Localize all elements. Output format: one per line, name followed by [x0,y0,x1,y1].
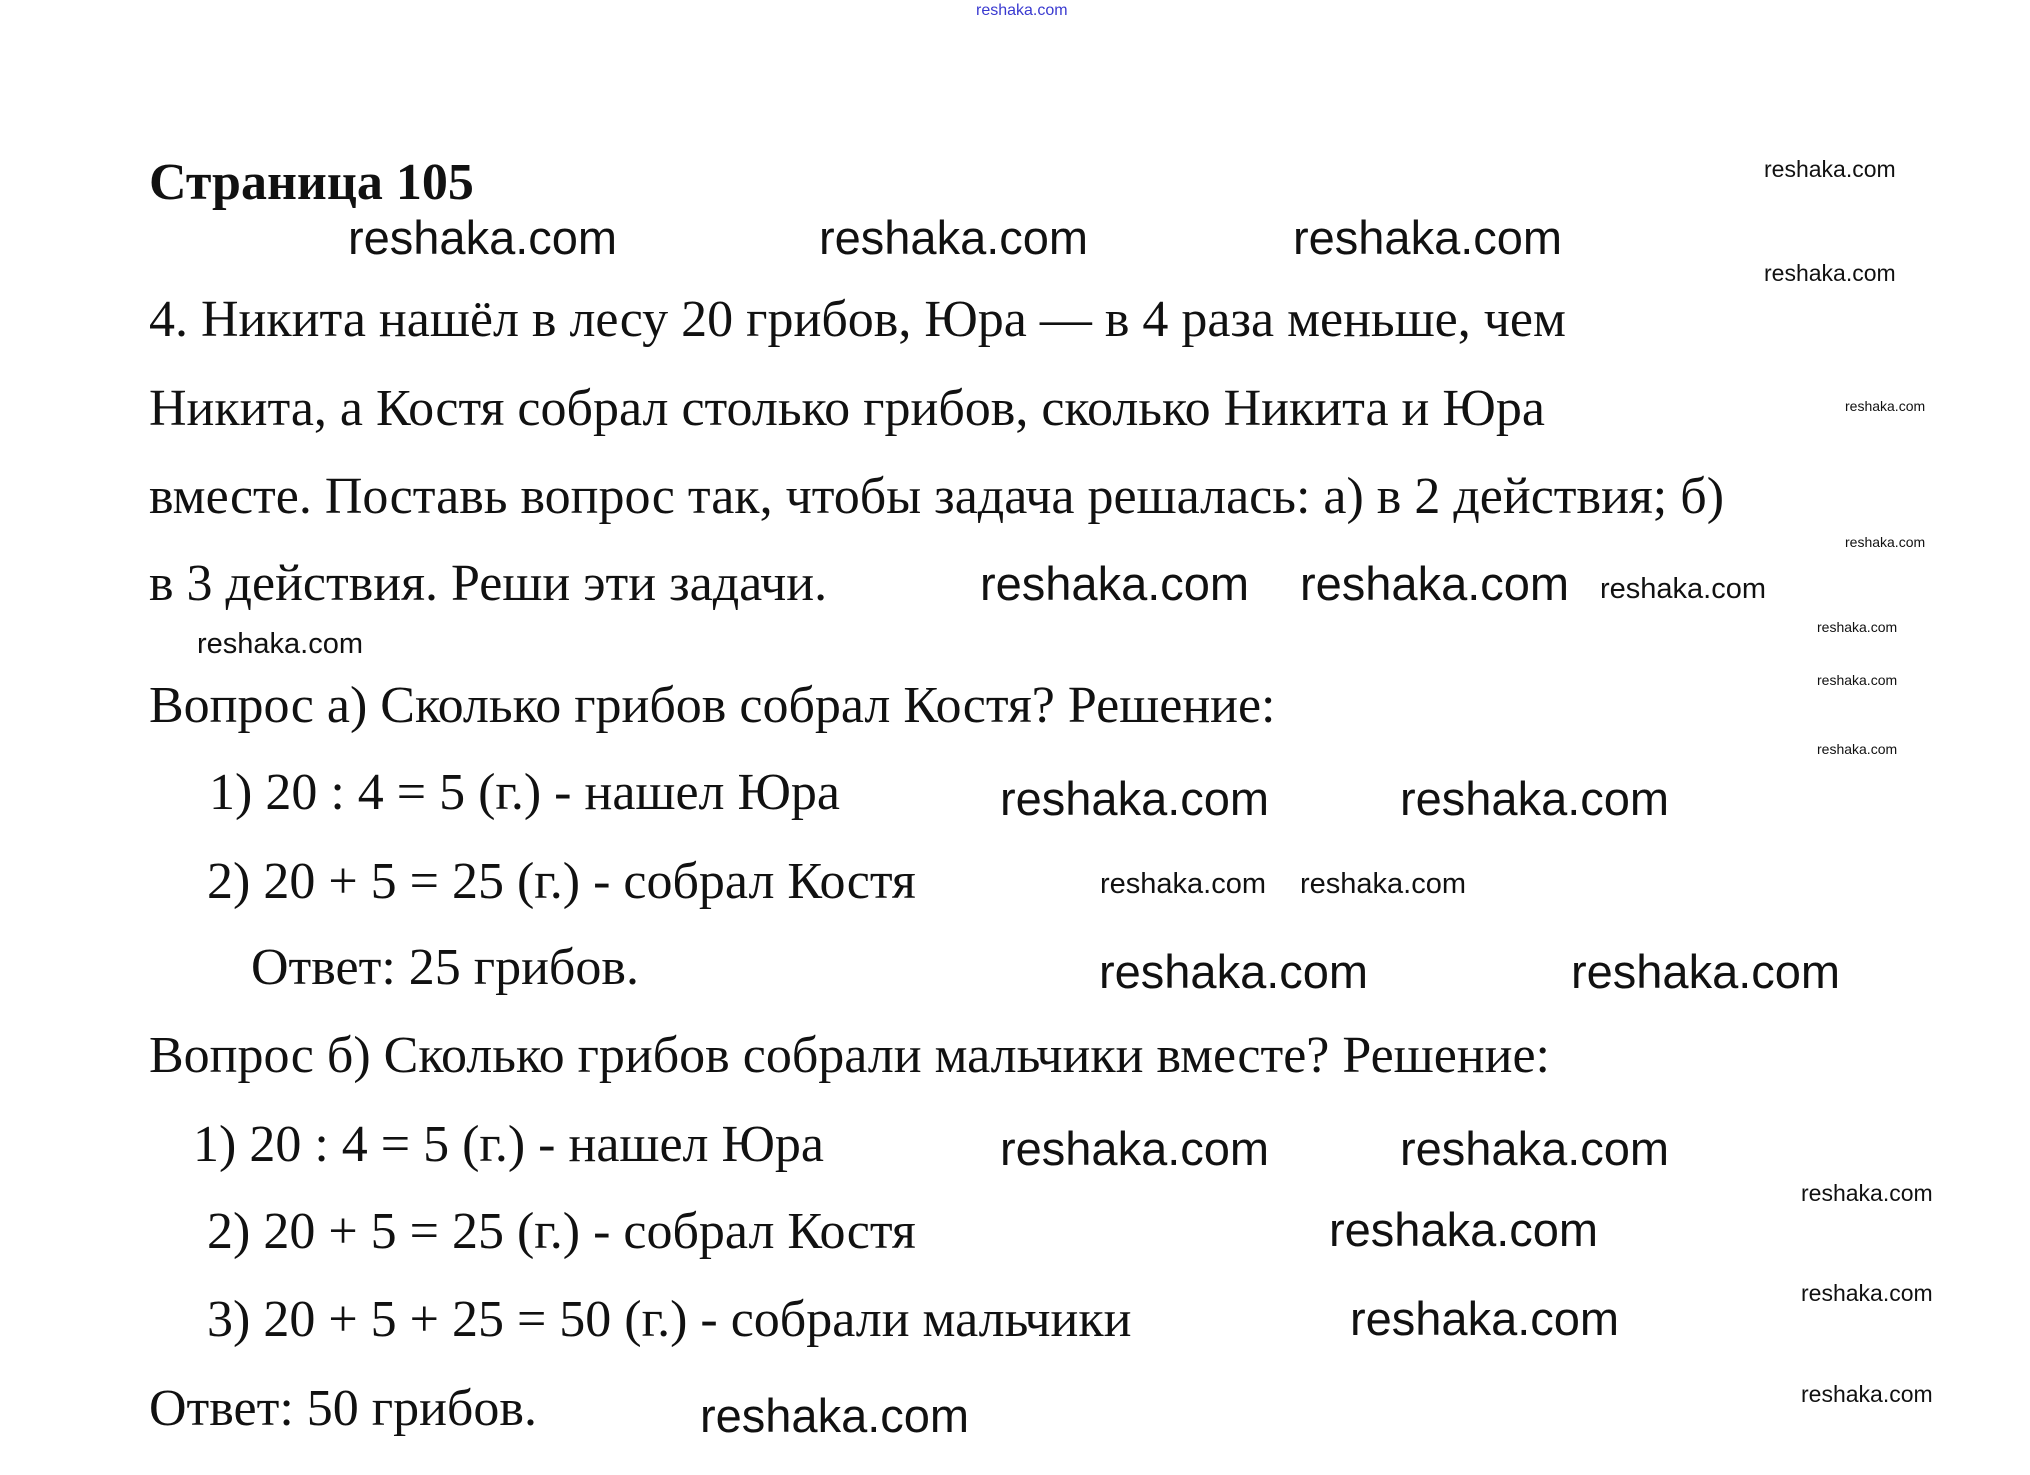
watermark: reshaka.com [1000,772,1270,825]
watermark: reshaka.com [1300,557,1570,610]
watermark: reshaka.com [1400,772,1670,825]
watermark: reshaka.com [1801,1180,1933,1206]
question-a: Вопрос а) Сколько грибов собрал Костя? Решение: [149,677,1276,734]
watermark: reshaka.com [1000,1122,1270,1175]
watermark: reshaka.com [1350,1292,1620,1345]
watermark: reshaka.com [1571,945,1841,998]
solution-step: 3) 20 + 5 + 25 = 50 (г.) - собрали мальчики [207,1291,1132,1348]
task-line: в 3 действия. Реши эти задачи. [149,555,828,612]
watermark: reshaka.com [1801,1381,1933,1407]
task-line: Никита, а Костя собрал столько грибов, сколько Никита и Юра [149,380,1545,437]
watermark: reshaka.com [1764,156,1896,182]
task-line: 4. Никита нашёл в лесу 20 грибов, Юра — в 4 раза меньше, чем [149,291,1566,348]
answer-a: Ответ: 25 грибов. [251,939,639,996]
watermark: reshaka.com [1764,260,1896,286]
watermark: reshaka.com [1600,573,1767,605]
watermark: reshaka.com [1817,741,1898,757]
question-b: Вопрос б) Сколько грибов собрали мальчики вместе? Решение: [149,1027,1550,1084]
page-title: Страница 105 [149,154,474,211]
watermark: reshaka.com [819,211,1089,264]
watermark: reshaka.com [700,1389,970,1442]
watermark: reshaka.com [197,628,364,660]
site-link[interactable]: reshaka.com [976,2,1068,19]
watermark: reshaka.com [1293,211,1563,264]
watermark: reshaka.com [348,211,618,264]
solution-step: 2) 20 + 5 = 25 (г.) - собрал Костя [207,853,916,910]
task-line: вместе. Поставь вопрос так, чтобы задача решалась: а) в 2 действия; б) [149,468,1725,525]
watermark: reshaka.com [1845,534,1926,550]
watermark: reshaka.com [1817,672,1898,688]
watermark: reshaka.com [980,557,1250,610]
solution-step: 2) 20 + 5 = 25 (г.) - собрал Костя [207,1203,916,1260]
watermark: reshaka.com [1300,868,1467,900]
answer-b: Ответ: 50 грибов. [149,1380,537,1437]
watermark: reshaka.com [1817,619,1898,635]
watermark: reshaka.com [1329,1203,1599,1256]
watermark: reshaka.com [1100,868,1267,900]
solution-step: 1) 20 : 4 = 5 (г.) - нашел Юра [209,764,841,821]
watermark: reshaka.com [1400,1122,1670,1175]
watermark: reshaka.com [1099,945,1369,998]
watermark: reshaka.com [1801,1280,1933,1306]
watermark: reshaka.com [1845,398,1926,414]
solution-step: 1) 20 : 4 = 5 (г.) - нашел Юра [193,1116,825,1173]
